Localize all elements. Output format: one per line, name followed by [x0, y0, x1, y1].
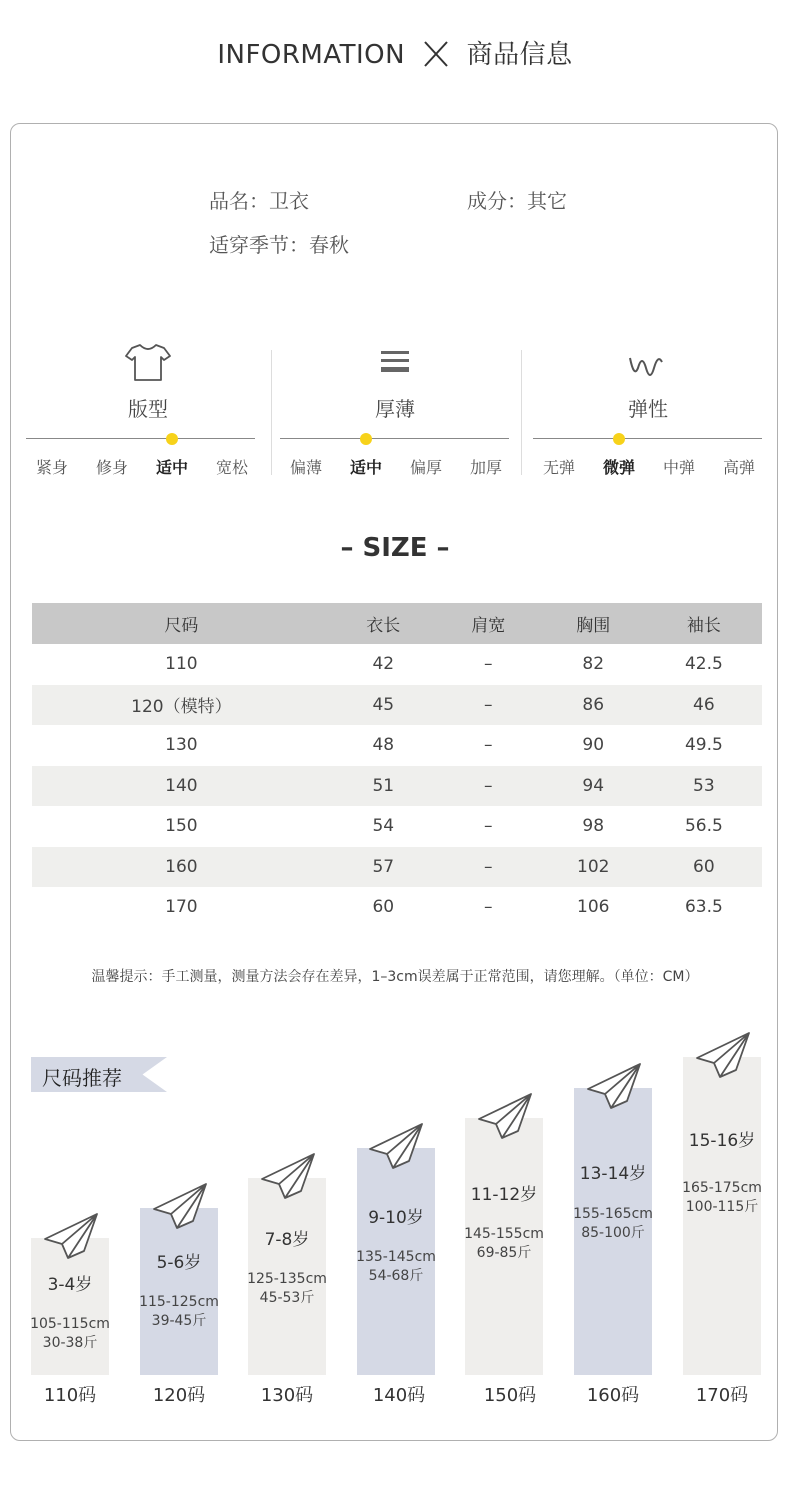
bar-age: 15-16岁 — [688, 1131, 756, 1151]
table-row — [32, 766, 762, 807]
attr-title-elasticity: 弹性 — [628, 397, 668, 421]
cross-icon — [422, 40, 450, 68]
elastic-icon — [616, 348, 676, 388]
paper-plane-icon — [694, 1030, 754, 1080]
table-cell: 48 — [372, 735, 395, 756]
table-cell: 53 — [646, 766, 762, 807]
divider — [521, 350, 522, 475]
bar-height: 105-115cm — [30, 1316, 110, 1332]
table-cell: 150 — [165, 816, 198, 837]
table-row — [32, 685, 762, 726]
bar-height: 135-145cm — [356, 1249, 436, 1265]
column-header: 袖长 — [646, 603, 762, 644]
bar-height: 165-175cm — [682, 1180, 762, 1196]
paper-plane-icon — [151, 1181, 211, 1231]
attr-option: 偏厚 — [409, 458, 442, 477]
table-row — [32, 725, 762, 766]
bar-size-label: 160码 — [586, 1385, 640, 1406]
table-cell: 63.5 — [684, 897, 723, 918]
attr-option: 修身 — [95, 458, 128, 477]
bar-size-label: 130码 — [260, 1385, 314, 1406]
bar-size-label: 110码 — [43, 1385, 97, 1406]
table-cell: 54 — [372, 816, 395, 837]
column-header: 胸围 — [541, 603, 646, 644]
table-row — [32, 806, 762, 847]
bar-height: 145-155cm — [464, 1226, 544, 1242]
size-section-title: – SIZE – — [340, 533, 450, 563]
table-cell: 130 — [165, 735, 198, 756]
table-cell: 46 — [646, 685, 762, 726]
table-cell: 60 — [372, 897, 395, 918]
attr-option-selected: 适中 — [155, 458, 188, 477]
bar-weight: 45-53斤 — [259, 1290, 315, 1306]
layers-icon — [365, 345, 425, 385]
bar-weight: 39-45斤 — [151, 1313, 207, 1329]
attr-indicator-thickness — [360, 433, 372, 445]
attr-option: 偏薄 — [289, 458, 322, 477]
bar-size-label: 140码 — [372, 1385, 426, 1406]
attr-option: 高弹 — [722, 458, 755, 477]
table-cell: – — [484, 816, 493, 837]
attr-scale-fit — [26, 438, 255, 439]
attr-scale-elasticity — [533, 438, 762, 439]
attr-option: 宽松 — [215, 458, 248, 477]
header-title-cn: 商品信息 — [466, 40, 573, 70]
table-cell: 106 — [577, 897, 610, 918]
measurement-note: 温馨提示：手工测量，测量方法会存在差异，1–3cm误差属于正常范围，请您理解。（单位：CM） — [91, 969, 699, 985]
attr-option: 无弹 — [542, 458, 575, 477]
size-bar — [140, 1208, 218, 1375]
bar-age: 5-6岁 — [156, 1253, 202, 1273]
table-cell: 49.5 — [684, 735, 723, 756]
paper-plane-icon — [259, 1151, 319, 1201]
table-cell: 98 — [582, 816, 605, 837]
bar-weight: 69-85斤 — [476, 1245, 532, 1261]
table-cell: 42.5 — [684, 654, 723, 675]
table-cell: – — [484, 735, 493, 756]
attr-indicator-fit — [166, 433, 178, 445]
table-cell: 160 — [32, 847, 331, 888]
bar-weight: 30-38斤 — [42, 1335, 98, 1351]
attr-option: 中弹 — [662, 458, 695, 477]
table-cell: 60 — [646, 847, 762, 888]
column-header: 衣长 — [331, 603, 436, 644]
table-cell: – — [436, 847, 541, 888]
product-season: 适穿季节：春秋 — [209, 233, 349, 257]
table-cell: – — [484, 897, 493, 918]
table-cell: 170 — [165, 897, 198, 918]
bar-height: 125-135cm — [247, 1271, 327, 1287]
attr-option: 紧身 — [35, 458, 68, 477]
recommend-title: 尺码推荐 — [42, 1066, 122, 1090]
table-cell: 102 — [541, 847, 646, 888]
bar-age: 7-8岁 — [264, 1230, 310, 1250]
table-cell: 42 — [372, 654, 395, 675]
table-cell: 51 — [331, 766, 436, 807]
table-cell: 90 — [582, 735, 605, 756]
table-cell: – — [436, 766, 541, 807]
bar-size-label: 170码 — [695, 1385, 749, 1406]
paper-plane-icon — [42, 1211, 102, 1261]
table-cell: 120（模特） — [32, 685, 331, 726]
attr-option-selected: 微弹 — [602, 458, 635, 477]
bar-size-label: 120码 — [152, 1385, 206, 1406]
attr-title-thickness: 厚薄 — [375, 397, 415, 421]
table-cell: 45 — [331, 685, 436, 726]
table-cell: 82 — [582, 654, 605, 675]
attr-title-fit: 版型 — [128, 397, 168, 421]
bar-height: 115-125cm — [139, 1294, 219, 1310]
size-table — [32, 603, 762, 928]
divider — [271, 350, 272, 475]
header-title-en: INFORMATION — [217, 40, 406, 70]
table-cell: 110 — [165, 654, 198, 675]
paper-plane-icon — [476, 1091, 536, 1141]
bar-size-label: 150码 — [483, 1385, 537, 1406]
attr-option: 加厚 — [469, 458, 502, 477]
table-row — [32, 887, 762, 928]
bar-weight: 54-68斤 — [368, 1268, 424, 1284]
table-cell: 140 — [32, 766, 331, 807]
attr-scale-thickness — [280, 438, 509, 439]
table-cell: 57 — [331, 847, 436, 888]
attr-indicator-elasticity — [613, 433, 625, 445]
bar-height: 155-165cm — [573, 1206, 653, 1222]
bar-age: 11-12岁 — [470, 1185, 538, 1205]
table-cell: – — [484, 654, 493, 675]
table-header-row — [32, 603, 762, 644]
page-header — [0, 34, 790, 71]
product-name: 品名：卫衣 — [209, 189, 309, 213]
bar-age: 3-4岁 — [47, 1275, 93, 1295]
paper-plane-icon — [367, 1121, 427, 1171]
bar-weight: 85-100斤 — [581, 1225, 645, 1241]
column-header: 尺码 — [32, 603, 331, 644]
table-cell: – — [436, 685, 541, 726]
table-cell: 94 — [541, 766, 646, 807]
bar-age: 13-14岁 — [579, 1164, 647, 1184]
table-row — [32, 644, 762, 685]
table-cell: 56.5 — [684, 816, 723, 837]
column-header: 肩宽 — [436, 603, 541, 644]
table-row — [32, 847, 762, 888]
bar-age: 9-10岁 — [368, 1208, 424, 1228]
bar-weight: 100-115斤 — [685, 1199, 759, 1215]
product-composition: 成分：其它 — [467, 189, 567, 213]
attr-option-selected: 适中 — [349, 458, 382, 477]
table-cell: 86 — [541, 685, 646, 726]
paper-plane-icon — [585, 1061, 645, 1111]
tshirt-icon — [118, 341, 178, 381]
